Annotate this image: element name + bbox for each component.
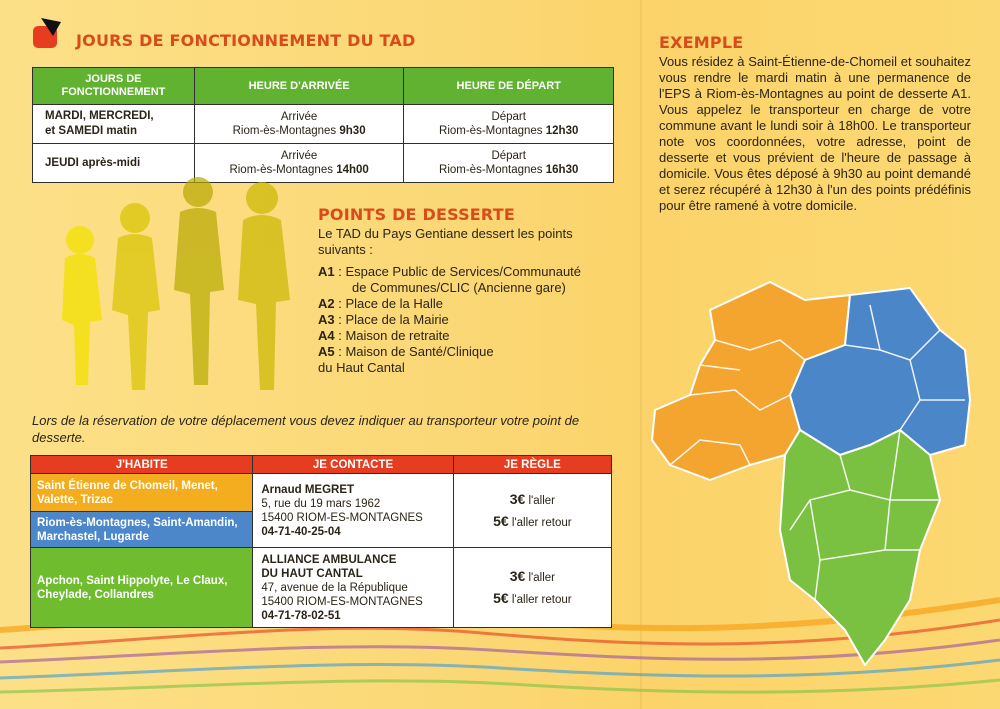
exemple-text: Vous résidez à Saint-Étienne-de-Chomeil et souhaitez vous rendre le mardi matin à une permanence de l'EPS à Riom-ès-Montagnes au point de desserte A1. Vous appelez le transporteur en charge de votre commune avant le lundi soir à 18h00. Le transporteur note vos coordonnées, votre adresse, point de desserte et vous prévient de l'heure de passage à domicile. Vous êtes déposé à 9h30 au point demandé et serez récupéré à 12h30 à l'un des points prédéfinis pour être ramené à votre domicile. [659, 54, 971, 213]
table-row [33, 105, 614, 144]
point-code: A5 [318, 344, 335, 359]
point-text: : Espace Public de Services/Communauté [334, 264, 582, 279]
price-value: 5€ [493, 589, 509, 606]
contact-phone: 04-71-78-02-51 [261, 609, 341, 622]
title-jours: JOURS DE FONCTIONNEMENT DU TAD [76, 31, 416, 50]
contact-name-2: DU HAUT CANTAL [261, 567, 363, 580]
point-text-2: de Communes/CLIC (Ancienne gare) [352, 280, 566, 295]
point-code: A2 [318, 296, 335, 311]
point-text: : Maison de Santé/Clinique [334, 344, 494, 359]
title-exemple: EXEMPLE [659, 33, 744, 52]
contact-table [30, 455, 612, 628]
price-label: l'aller [525, 571, 555, 584]
price-value: 3€ [509, 490, 526, 507]
list-item [318, 312, 618, 328]
table-row [31, 474, 612, 512]
row-day: MARDI, MERCREDI, [45, 110, 154, 122]
map-zone-green [780, 430, 940, 665]
zone-cell: Riom-ès-Montagnes, Saint-Amandin, Marchastel, Lugarde [31, 512, 253, 548]
schedule-table [32, 67, 614, 183]
price-cell [453, 548, 611, 628]
zone-cell: Apchon, Saint Hippolyte, Le Claux, Cheylade, Collandres [31, 548, 253, 628]
desserte-intro: Le TAD du Pays Gentiane dessert les points suivants : [318, 226, 573, 257]
price-label: l'aller [525, 494, 555, 507]
arr-place: Riom-ès-Montagnes [229, 164, 333, 176]
pointer-logo-icon [31, 16, 65, 52]
contact-address: 47, avenue de la République [261, 581, 408, 594]
point-code: A4 [318, 328, 335, 343]
list-item [318, 264, 618, 296]
contact-cell [253, 548, 453, 628]
point-code: A1 [318, 264, 335, 279]
col-depart: HEURE DE DÉPART [404, 68, 614, 105]
dep-time: 12h30 [545, 125, 579, 137]
reservation-note: Lors de la réservation de votre déplacement vous devez indiquer au transporteur votre point de desserte. [32, 413, 580, 445]
point-text: : Place de la Halle [334, 296, 444, 311]
dep-place: Riom-ès-Montagnes [439, 164, 543, 176]
price-return [454, 588, 611, 610]
dep-place: Riom-ès-Montagnes [439, 125, 543, 137]
title-desserte: POINTS DE DESSERTE [318, 205, 515, 224]
dep-label: Départ [491, 111, 526, 123]
contact-city: 15400 RIOM-ES-MONTAGNES [261, 511, 423, 524]
contact-address: 5, rue du 19 mars 1962 [261, 497, 381, 510]
arr-label: Arrivée [280, 111, 318, 123]
col-contacte: JE CONTACTE [253, 456, 453, 474]
row-day: JEUDI après-midi [33, 144, 195, 183]
people-silhouettes-illustration [40, 170, 310, 395]
desserte-last: du Haut Cantal [318, 360, 405, 375]
list-item [318, 344, 618, 360]
arr-time: 9h30 [339, 125, 366, 137]
contact-cell [253, 474, 453, 548]
contact-phone: 04-71-40-25-04 [261, 525, 341, 538]
arr-place: Riom-ès-Montagnes [232, 125, 337, 137]
list-item [318, 328, 618, 344]
price-value: 5€ [493, 512, 509, 529]
dep-label: Départ [491, 150, 526, 162]
price-label: l'aller retour [508, 516, 572, 529]
contact-name: ALLIANCE AMBULANCE [261, 553, 397, 566]
territory-map [640, 270, 980, 670]
col-regle: JE RÈGLE [453, 456, 611, 474]
col-jours: JOURS DE FONCTIONNEMENT [33, 68, 195, 105]
desserte-block [318, 226, 618, 376]
price-return [454, 511, 611, 533]
price-value: 3€ [509, 567, 526, 584]
contact-city: 15400 RIOM-ES-MONTAGNES [261, 595, 423, 608]
point-text: : Maison de retraite [334, 328, 450, 343]
point-text: : Place de la Mairie [334, 312, 449, 327]
arr-time: 14h00 [336, 164, 369, 176]
row-day-2: et SAMEDI matin [45, 125, 138, 137]
price-single [454, 566, 611, 588]
price-cell [453, 474, 611, 548]
zone-cell: Saint Étienne de Chomeil, Menet, Valette, Trizac [31, 474, 253, 512]
price-label: l'aller retour [508, 593, 572, 606]
col-arrivee: HEURE D'ARRIVÉE [194, 68, 404, 105]
arr-label: Arrivée [280, 150, 318, 162]
contact-name: Arnaud MEGRET [261, 483, 355, 496]
table-row [31, 548, 612, 628]
col-habite: J'HABITE [31, 456, 253, 474]
price-single [454, 489, 611, 511]
point-code: A3 [318, 312, 335, 327]
dep-time: 16h30 [545, 164, 579, 176]
list-item [318, 296, 618, 312]
